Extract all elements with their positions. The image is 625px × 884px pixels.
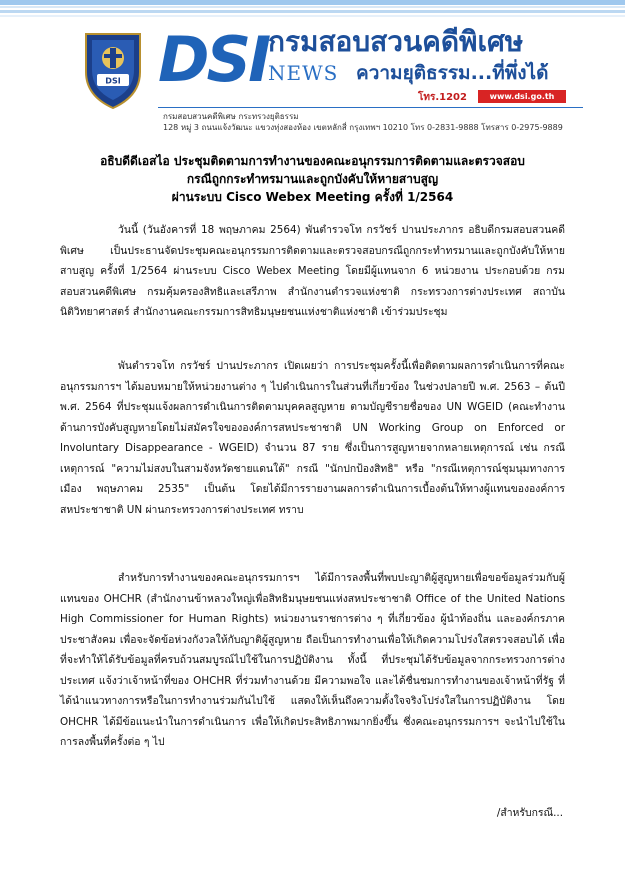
letterhead [0, 0, 625, 135]
article-title-line-1: อธิบดีดีเอสไอ ประชุมติดตามการทำงานของคณะอนุกรรมการติดตามและตรวจสอบ [100, 154, 525, 168]
header-divider [158, 107, 583, 108]
continuation-marker: /สำหรับกรณี... [496, 807, 563, 819]
header-stripes [0, 0, 625, 22]
paragraph-1: วันนี้ (วันอังคารที่ 18 พฤษภาคม 2564) พันตำรวจโท กรวัชร์ ปานประภากร อธิบดีกรมสอบสวนคดีพิเศษ เป็นประธานจัดประชุมคณะอนุกรรมการติดตามและตรวจสอบกรณีถูกกระทำทรมานและถูกบังคับให้หายสาบสูญ ครั้งที่ 1/2564 ผ่านระบบ Cisco Webex Meeting โดยมีผู้แทนจาก 6 หน่วยงาน ประกอบด้วย กรมสอบสวนคดีพิเศษ กรมคุ้มครองสิทธิและเสรีภาพ สำนักงานตำรวจแห่งชาติ กระทรวงการต่างประเทศ สถาบันนิติวิทยาศาสตร์ สำนักงานคณะกรรมการสิทธิมนุษยชนแห่งชาติแห่งชาติ เข้าร่วมประชุม [60, 224, 565, 318]
address-line-1: กรมสอบสวนคดีพิเศษ กระทรวงยุติธรรม [163, 112, 299, 121]
news-label: NEWS [268, 61, 339, 85]
dsi-shield-emblem-icon [80, 28, 146, 110]
article-title-line-3: ผ่านระบบ Cisco Webex Meeting ครั้งที่ 1/2564 [171, 190, 454, 204]
svg-text:DSI: DSI [105, 76, 121, 86]
article-title-line-2: กรณีถูกกระทำทรมานและถูกบังคับให้หายสาบสูญ [186, 172, 439, 186]
org-name: กรมสอบสวนคดีพิเศษ [268, 25, 524, 58]
hotline: โทร.1202 [418, 92, 467, 103]
website-badge: www.dsi.go.th [478, 90, 566, 103]
address-line-2: 128 หมู่ 3 ถนนแจ้งวัฒนะ แขวงทุ่งสองห้อง เขตหลักสี่ กรุงเทพฯ 10210 โทร 0-2831-9888 โทรสาร 0-2975-9889 [163, 123, 563, 132]
paragraph-3: สำหรับการทำงานของคณะอนุกรรมการฯ ได้มีการลงพื้นที่พบปะญาติผู้สูญหายเพื่อขอข้อมูลร่วมกับผู้แทนของ OHCHR (สำนักงานข้าหลวงใหญ่เพื่อสิทธิมนุษยชนแห่งสหประชาชาติ Office of the United Nations High Commissioner for Human Rights) หน่วยงานราชการต่าง ๆ ที่เกี่ยวข้อง ผู้นำท้องถิ่น และองค์กรภาคประชาสังคม เพื่อจะจัดข้อห่วงกังวลให้กับญาติผู้สูญหาย ถือเป็นการทำงานเพื่อให้เกิดความโปร่งใสตรวจสอบได้ เพื่อที่จะทำให้ได้รับข้อมูลที่ครบถ้วนสมบูรณ์ไปใช้ในการปฏิบัติงาน ทั้งนี้ ที่ประชุมได้รับข้อมูลจากกระทรวงการต่างประเทศ แจ้งว่าเจ้าหน้าที่ของ OHCHR ที่ร่วมทำงานด้วย มีความพอใจ และได้ชื่นชมการทำงานของเจ้าหน้าที่รัฐ ที่ได้นำแนวทางการหรือในการทำงานร่วมกันไปใช้ แสดงให้เห็นถึงความตั้งใจจริงโปร่งใสในการปฏิบัติงาน โดย OHCHR ได้มีข้อแนะนำในการดำเนินการ เพื่อให้เกิดประสิทธิภาพมากยิ่งขึ้น ซึ่งคณะอนุกรรมการฯ จะนำไปใช้ในการลงพื้นที่ครั้งต่อ ๆ ไป [60, 572, 565, 748]
dsi-brand-logotype: DSI [158, 23, 269, 96]
paragraph-2: พันตำรวจโท กรวัชร์ ปานประภากร เปิดเผยว่า การประชุมครั้งนี้เพื่อติดตามผลการดำเนินการที่คณะอนุกรรมการฯ ได้มอบหมายให้หน่วยงานต่าง ๆ ไปดำเนินการในส่วนที่เกี่ยวข้อง ในช่วงปลายปี พ.ศ. 2563 – ต้นปี พ.ศ. 2564 ที่ประชุมแจ้งผลการดำเนินการติดตามบุคคลสูญหาย ตามบัญชีรายชื่อของ UN WGEID (คณะทำงานด้านการบังคับสูญหายโดยไม่สมัครใจขององค์การสหประชาชาติ UN Working Group on Enforced or Involuntary Disappearance - WGEID) จำนวน 87 ราย ซึ่งเป็นการสูญหายจากหลายเหตุการณ์ เช่น กรณีเหตุการณ์ "ความไม่สงบในสามจังหวัดชายแดนใต้" กรณี "นักปกป้องสิทธิ" หรือ "กรณีเหตุการณ์ชุมนุมทางการเมือง พฤษภาคม 2535" เป็นต้น โดยได้มีการรายงานผลการดำเนินการเบื้องต้นให้ทางผู้แทนขององค์การสหประชาชาติ UN ผ่านกระทรวงการต่างประเทศ ทราบ [60, 360, 565, 516]
slogan: ความยุติธรรม...ที่พึ่งได้ [356, 62, 549, 84]
